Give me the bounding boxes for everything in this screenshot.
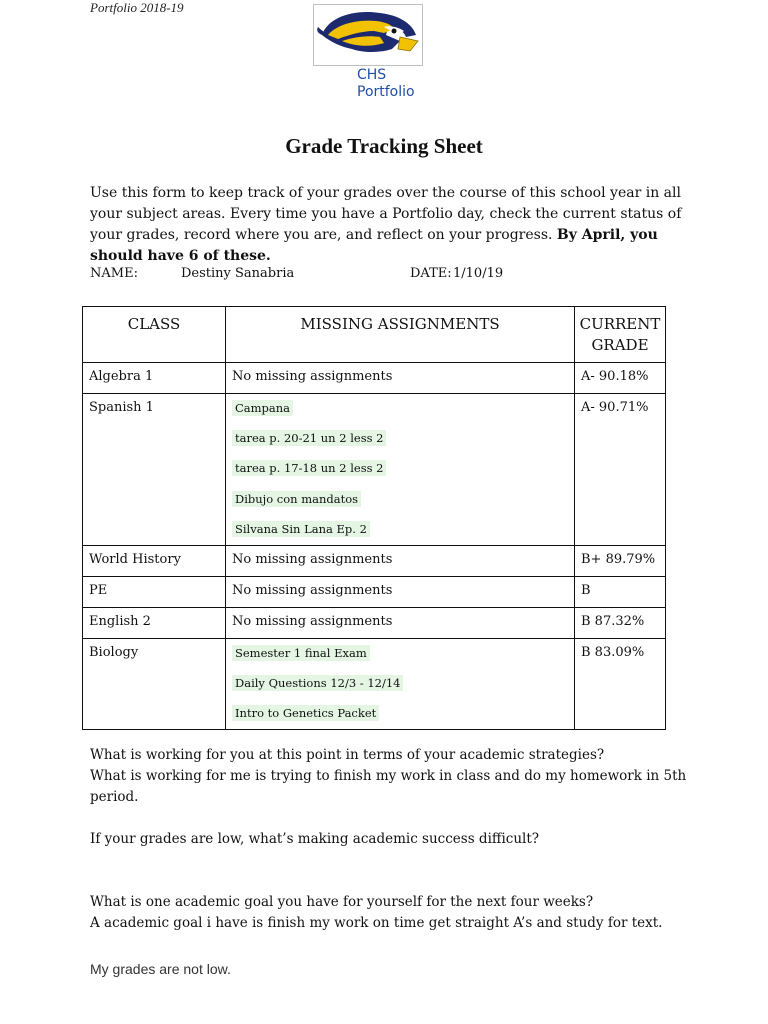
class-cell: Spanish 1 — [83, 394, 226, 546]
table-row — [83, 638, 666, 729]
question-3: What is one academic goal you have for yourself for the next four weeks? — [90, 894, 594, 910]
missing-item: Campana — [232, 400, 293, 416]
question-2: If your grades are low, what’s making academic success difficult? — [90, 831, 540, 847]
missing-cell: No missing assignments — [226, 607, 575, 638]
intro-bold-text: By April, you should have 6 of these. — [90, 227, 658, 264]
portfolio-year-label: Portfolio 2018-19 — [90, 0, 184, 15]
date-label: DATE: — [410, 266, 452, 281]
class-cell: Biology — [83, 638, 226, 729]
logo-caption-line2: Portfolio — [357, 84, 415, 100]
logo-caption — [357, 67, 415, 101]
header-grade-line1: CURRENT — [579, 315, 661, 333]
class-cell: PE — [83, 576, 226, 607]
grades-table — [82, 306, 666, 730]
grade-cell: B — [575, 576, 666, 607]
question-1: What is working for you at this point in terms of your academic strategies? — [90, 747, 605, 763]
header-grade-line2: GRADE — [591, 336, 649, 354]
missing-item: Semester 1 final Exam — [232, 645, 370, 661]
table-row — [83, 545, 666, 576]
date-value: 1/10/19 — [453, 266, 504, 281]
grade-cell: A- 90.18% — [575, 363, 666, 394]
missing-cell: No missing assignments — [226, 363, 575, 394]
answer-2: My grades are not low. — [90, 961, 231, 977]
table-row — [83, 394, 666, 546]
class-cell: Algebra 1 — [83, 363, 226, 394]
table-row — [83, 576, 666, 607]
grade-cell: B 87.32% — [575, 607, 666, 638]
name-value: Destiny Sanabria — [181, 266, 295, 281]
grade-cell: A- 90.71% — [575, 394, 666, 546]
missing-list-cell — [226, 638, 575, 729]
missing-item: tarea p. 17-18 un 2 less 2 — [232, 460, 386, 476]
header-current-grade — [575, 307, 666, 363]
logo-caption-line1: CHS — [357, 67, 387, 83]
missing-item: tarea p. 20-21 un 2 less 2 — [232, 430, 386, 446]
class-cell: World History — [83, 545, 226, 576]
header-class: CLASS — [83, 307, 226, 363]
grade-cell: B+ 89.79% — [575, 545, 666, 576]
class-cell: English 2 — [83, 607, 226, 638]
intro-paragraph — [90, 183, 690, 267]
answer-1: What is working for me is trying to finish my work in class and do my homework in 5th period. — [90, 768, 687, 805]
table-header-row — [83, 307, 666, 363]
intro-text: Use this form to keep track of your grades over the course of this school year in all your subject areas. Every time you have a Portfolio day, check the current status of your grades, record where you are, and reflect on your progress. — [90, 185, 682, 243]
table-row — [83, 607, 666, 638]
name-label: NAME: — [90, 266, 138, 281]
answer-3: A academic goal i have is finish my work on time get straight A’s and study for text. — [90, 915, 663, 931]
grade-cell: B 83.09% — [575, 638, 666, 729]
table-row — [83, 363, 666, 394]
missing-cell: No missing assignments — [226, 576, 575, 607]
missing-item: Dibujo con mandatos — [232, 491, 361, 507]
missing-item: Silvana Sin Lana Ep. 2 — [232, 521, 370, 537]
eagle-logo — [313, 4, 423, 66]
missing-list-cell — [226, 394, 575, 546]
missing-item: Daily Questions 12/3 - 12/14 — [232, 675, 403, 691]
page-title: Grade Tracking Sheet — [285, 134, 483, 158]
missing-cell: No missing assignments — [226, 545, 575, 576]
missing-item: Intro to Genetics Packet — [232, 705, 379, 721]
header-missing-assignments: MISSING ASSIGNMENTS — [226, 307, 575, 363]
